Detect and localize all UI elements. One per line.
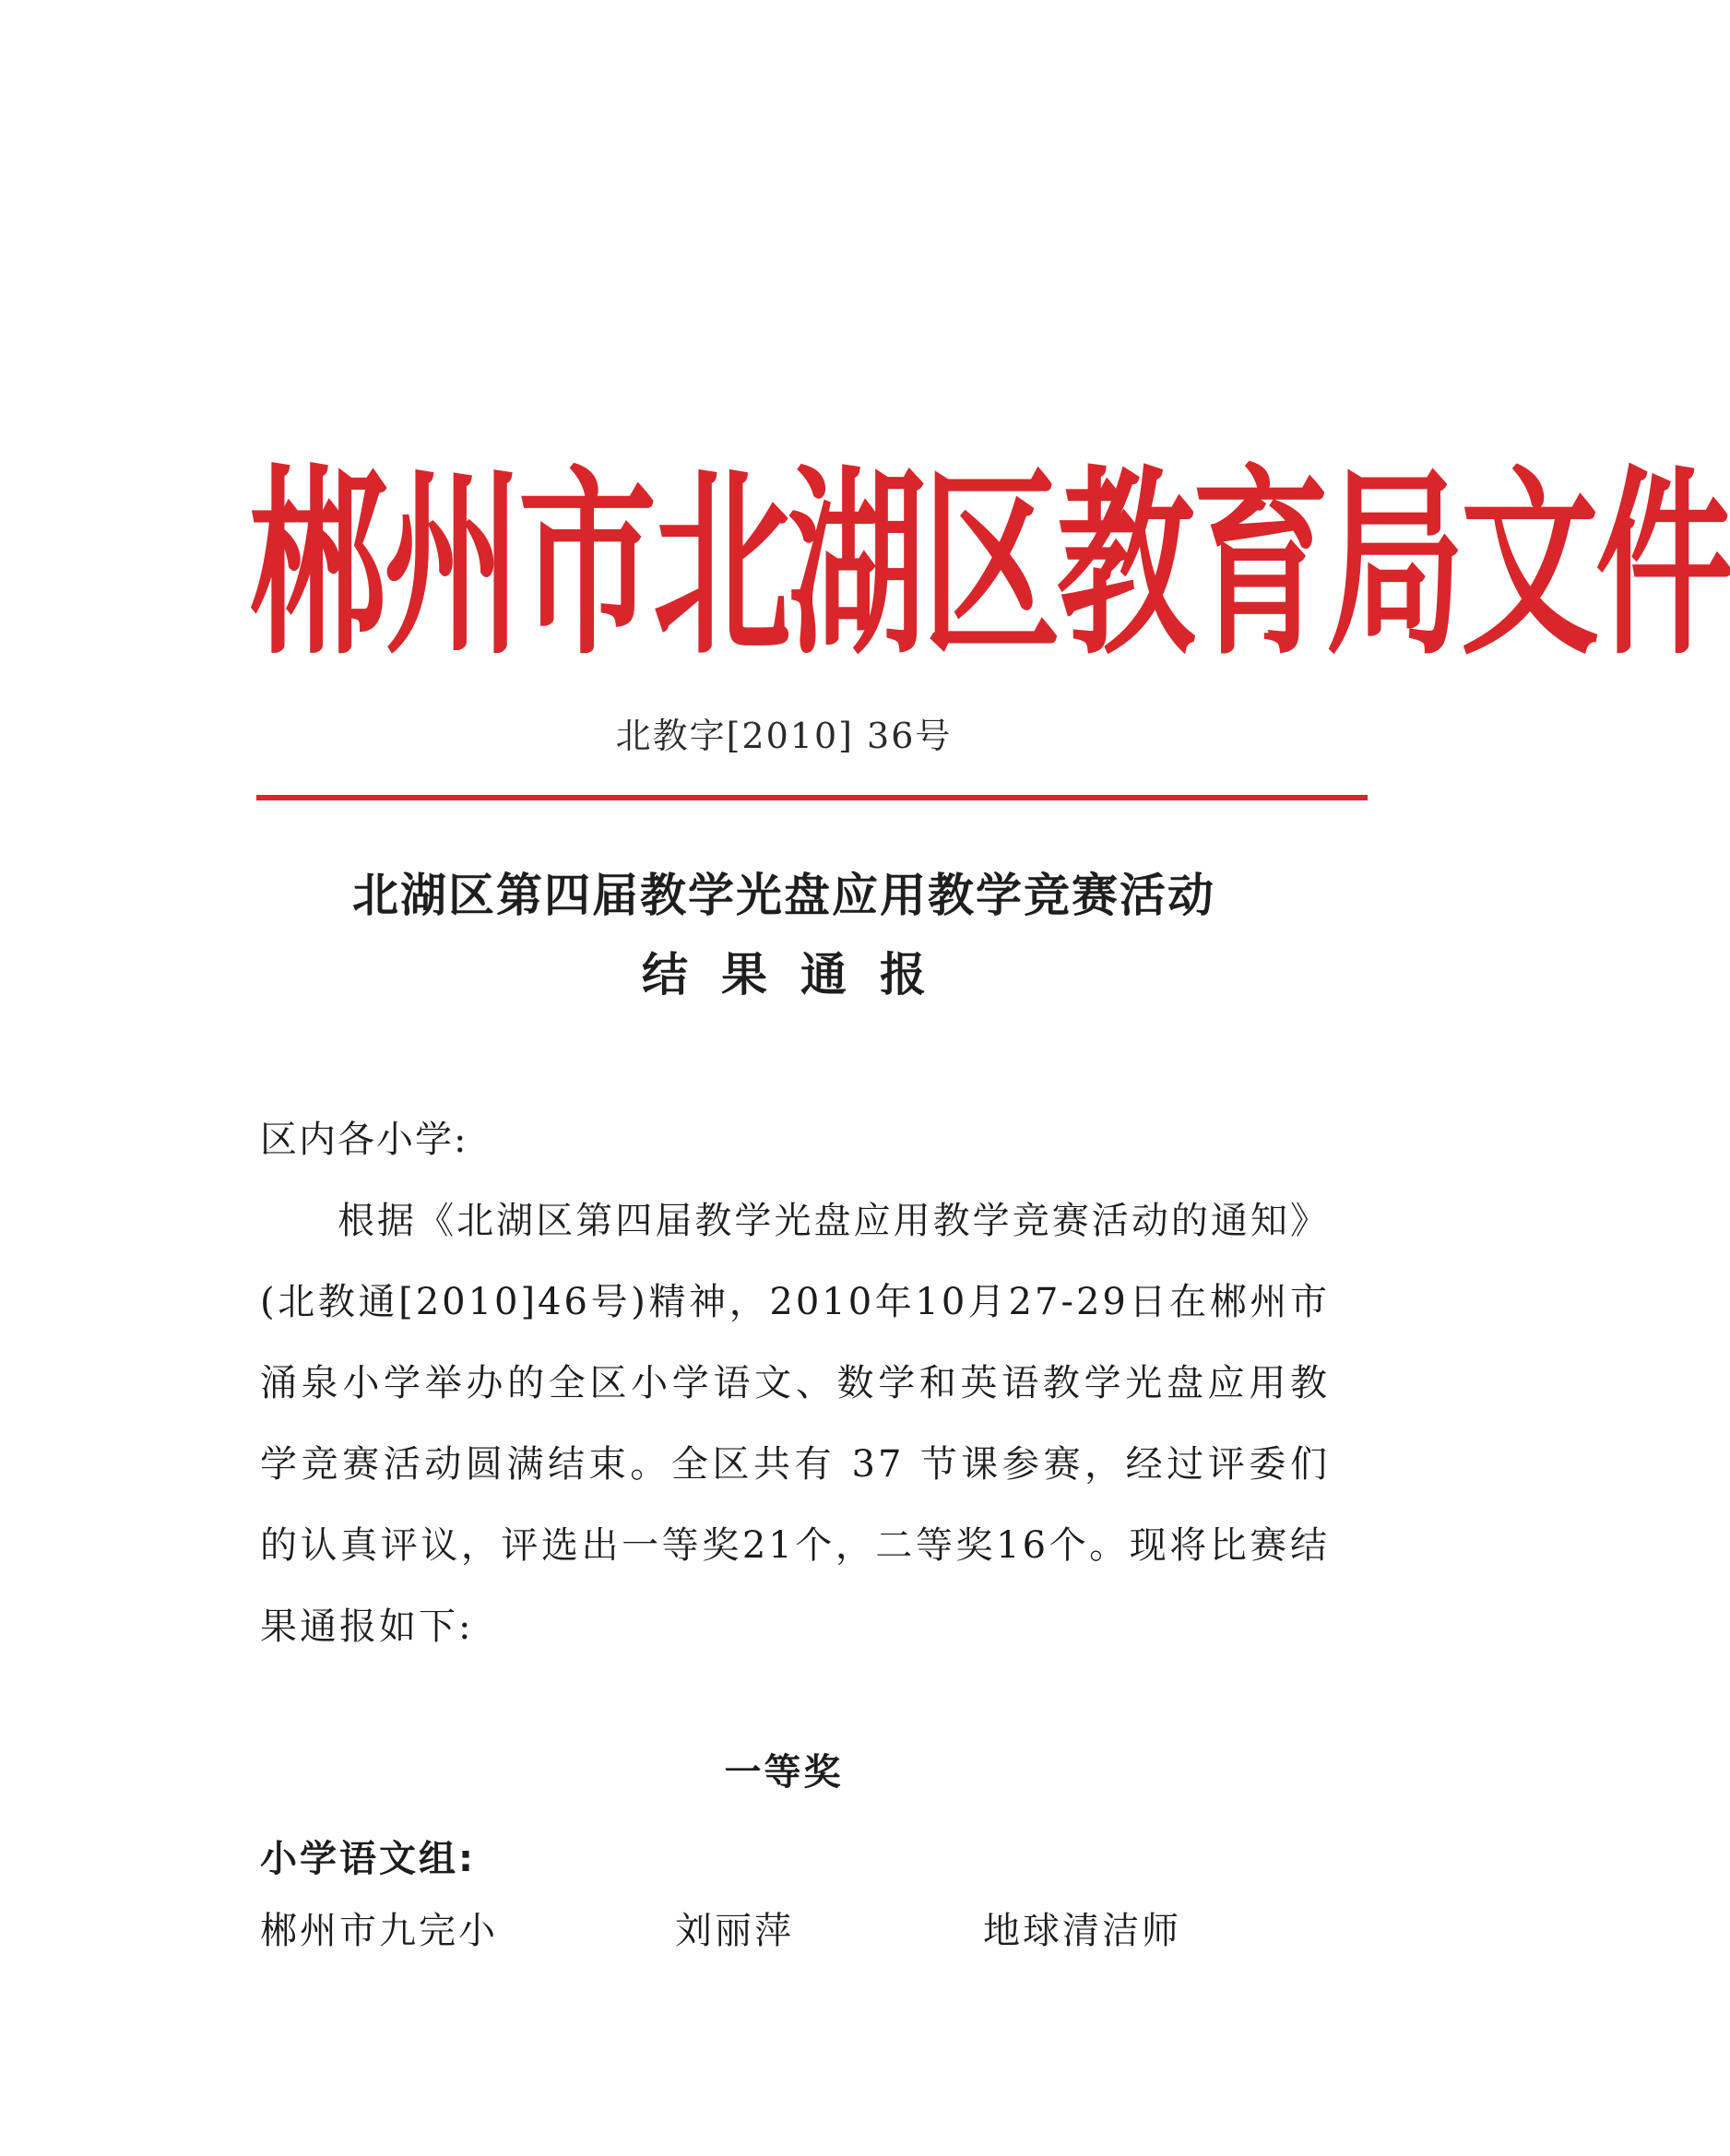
- award-teacher: 刘丽萍: [675, 1910, 794, 1952]
- document-number: 北教字[2010] 36号: [615, 716, 953, 756]
- group-heading-chinese: 小学语文组:: [260, 1838, 476, 1880]
- first-prize-heading: 一等奖: [724, 1751, 844, 1794]
- issuing-authority-title: 郴州市北湖区教育局文件: [249, 449, 1730, 683]
- award-row: [260, 1903, 1330, 1959]
- award-school: 郴州市九完小: [260, 1910, 498, 1952]
- notice-title-line1: 北湖区第四届教学光盘应用教学竞赛活动: [352, 869, 1215, 922]
- body-paragraph: 根据《北湖区第四届教学光盘应用教学竞赛活动的通知》(北教通[2010]46号)精神，2010年10月27-29日在郴州市涌泉小学举办的全区小学语文、数学和英语教学光盘应用教学竞赛活动圆满结束。全区共有 37 节课参赛，经过评委们的认真评议，评选出一等奖21个，二等奖16个。现将比赛结果通报如下:: [260, 1200, 1330, 1648]
- notice-title-line2: 结果通报: [642, 948, 959, 1001]
- header-divider: [256, 795, 1368, 800]
- award-lesson: 地球清洁师: [983, 1910, 1181, 1952]
- salutation: 区内各小学:: [260, 1119, 468, 1161]
